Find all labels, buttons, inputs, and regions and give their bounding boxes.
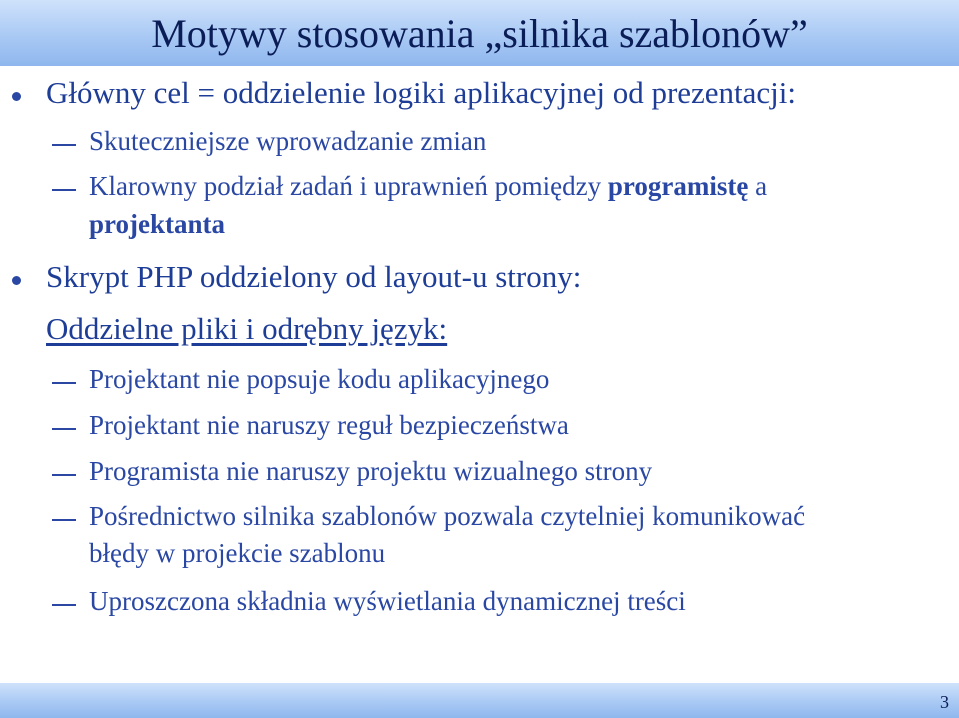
sub-item-communication-cont: błędy w projekcie szablonu <box>89 538 386 568</box>
sub-item-division-and: a <box>748 171 768 201</box>
sub-item-designer-security: Projektant nie naruszy reguł bezpieczeństwa <box>89 410 569 440</box>
sub-item-division <box>89 171 767 202</box>
sub-item-syntax: Uproszczona składnia wyświetlania dynamicznej treści <box>89 586 686 616</box>
sub-item-programmer-design: Programista nie naruszy projektu wizualnego strony <box>89 456 653 486</box>
bullet-php-separated: Skrypt PHP oddzielony od layout-u strony: <box>46 259 582 294</box>
bullet-main-goal: Główny cel = oddzielenie logiki aplikacyjnej od prezentacji: <box>46 75 797 110</box>
dash-icon <box>52 519 76 521</box>
dash-icon <box>52 428 76 430</box>
programmer-emphasis: programistę <box>607 171 749 201</box>
sub-item-designer-code: Projektant nie popsuje kodu aplikacyjnego <box>89 364 550 394</box>
dash-icon <box>52 474 76 476</box>
dash-icon <box>52 604 76 606</box>
designer-emphasis: projektanta <box>89 209 226 239</box>
subheading-separate-files: Oddzielne pliki i odrębny język: <box>46 311 448 346</box>
sub-item-division-text: Klarowny podział zadań i uprawnień pomiędzy <box>89 171 608 201</box>
sub-item-changes: Skuteczniejsze wprowadzanie zmian <box>89 126 487 156</box>
dash-icon <box>52 144 76 146</box>
slide-title: Motywy stosowania „silnika szablonów” <box>151 11 808 56</box>
bullet-dot-icon <box>12 276 21 285</box>
bullet-dot-icon <box>12 92 21 101</box>
sub-item-communication: Pośrednictwo silnika szablonów pozwala czytelniej komunikować <box>89 501 806 531</box>
footer-band <box>0 683 959 718</box>
dash-icon <box>52 189 76 191</box>
dash-icon <box>52 382 76 384</box>
page-number: 3 <box>940 692 949 712</box>
